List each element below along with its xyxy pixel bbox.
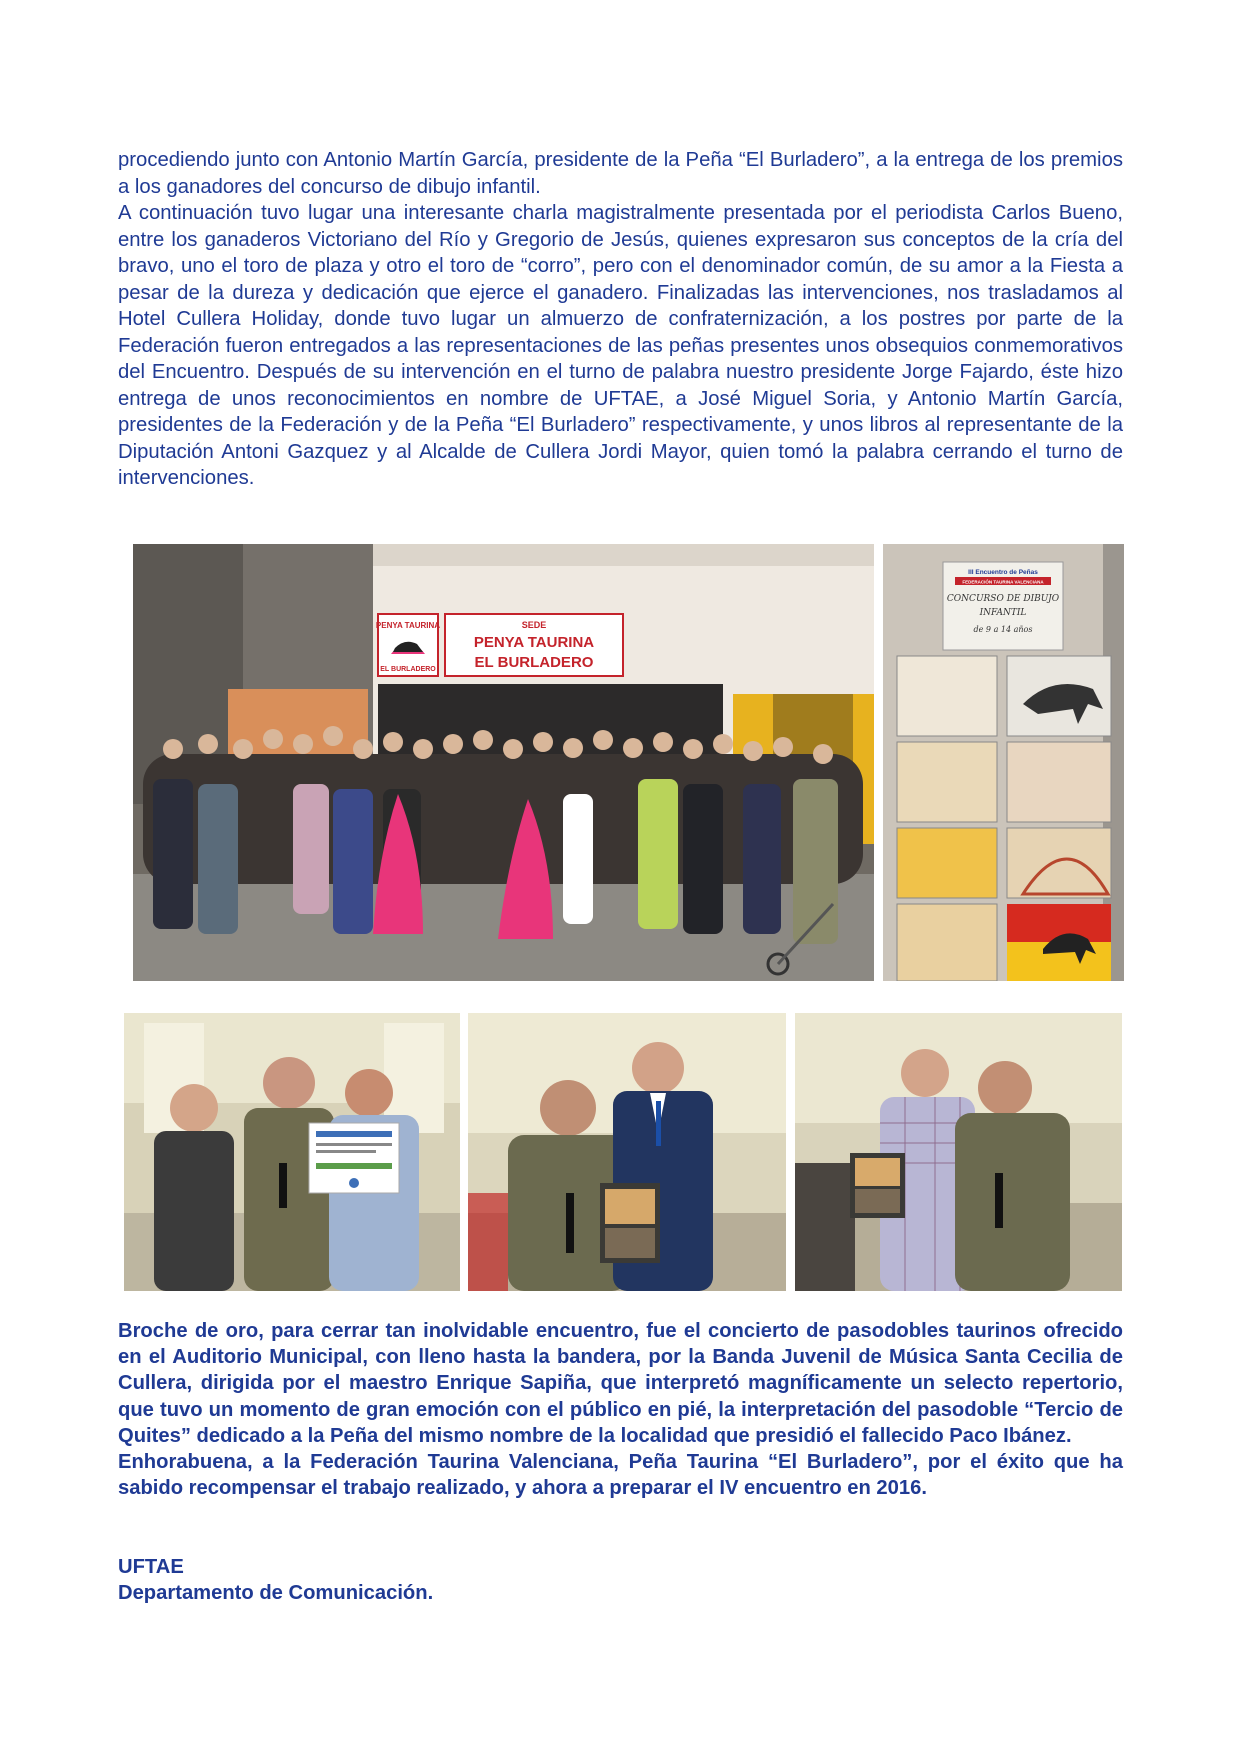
paragraph-charla: A continuación tuvo lugar una interesante charla magistralmente presentada por el periodista Carlos Bueno, entre los ganaderos Victoriano del Río y Gregorio de Jesús, quienes expresaron sus conceptos de la cría del bravo, uno el toro de plaza y otro el toro de “corro”, pero con el denominador común, de su amor a la Fiesta a pesar de la dureza y dedicación que ejerce el ganadero. Finalizadas las intervenciones, nos trasladamos al Hotel Cullera Holiday, donde tuvo lugar un almuerzo de confraternización, a los postres por parte de la Federación fueron entregados a las representaciones de las peñas presentes unos obsequios conmemorativos del Encuentro. Después de su intervención en el turno de palabra nuestro presidente Jorge Fajardo, éste hizo entrega de unos reconocimientos en nombre de UFTAE, a José Miguel Soria, y Antonio Martín García, presidentes de la Federación y de la Peña “El Burladero” respectivamente, y unos libros al representante de la Diputación Antoni Gazquez y al Alcalde de Cullera Jordi Mayor, quien tomó la palabra cerrando el turno de intervenciones. [118,202,1123,489]
small-sign-bottom: EL BURLADERO [380,666,436,673]
poster-line3: CONCURSO DE DIBUJO [946,594,1060,604]
signature-org: UFTAE [118,1556,184,1578]
group-photo [133,544,874,981]
signature-department: Departamento de Comunicación. [118,1582,434,1604]
main-sign-line2: EL BURLADERO [474,654,594,671]
poster-line4: INFANTIL [979,608,1027,618]
drawings-photo [883,544,1124,981]
poster-line1: III Encuentro de Peñas [968,569,1038,576]
paragraph-enhorabuena: Enhorabuena, a la Federación Taurina Valenciana, Peña Taurina “El Burladero”, por el éxito que ha sabido recompensar el trabajo realizado, y ahora a preparar el IV encuentro en 2016. [118,1451,1123,1500]
award-photo-book-2 [795,1013,1122,1291]
small-sign-top: PENYA TAURINA [375,621,441,630]
main-sign-line1: PENYA TAURINA [473,634,595,651]
award-photo-book-1 [468,1013,786,1291]
closing-text-block [118,1318,1123,1501]
poster-line2: FEDERACIÓN TAURINA VALENCIANA [962,579,1044,585]
body-text-block [118,147,1123,492]
paragraph-concierto: Broche de oro, para cerrar tan inolvidable encuentro, fue el concierto de pasodobles taurinos ofrecido en el Auditorio Municipal, con lleno hasta la bandera, por la Banda Juvenil de Música Santa Cecilia de Cullera, dirigida por el maestro Enrique Sapiña, que interpretó magníficamente un selecto repertorio, que tuvo un momento de gran emoción con el público en pié, la interpretación del pasodoble “Tercio de Quites” dedicado a la Peña del mismo nombre de la localidad que presidió el fallecido Paco Ibánez. [118,1320,1123,1447]
award-photo-certificate [124,1013,460,1291]
poster-line5: de 9 a 14 años [973,625,1033,634]
main-sign-sede: SEDE [521,620,547,630]
paragraph-continuation: procediendo junto con Antonio Martín García, presidente de la Peña “El Burladero”, a la entrega de los premios a los ganadores del concurso de dibujo infantil. [118,149,1123,198]
